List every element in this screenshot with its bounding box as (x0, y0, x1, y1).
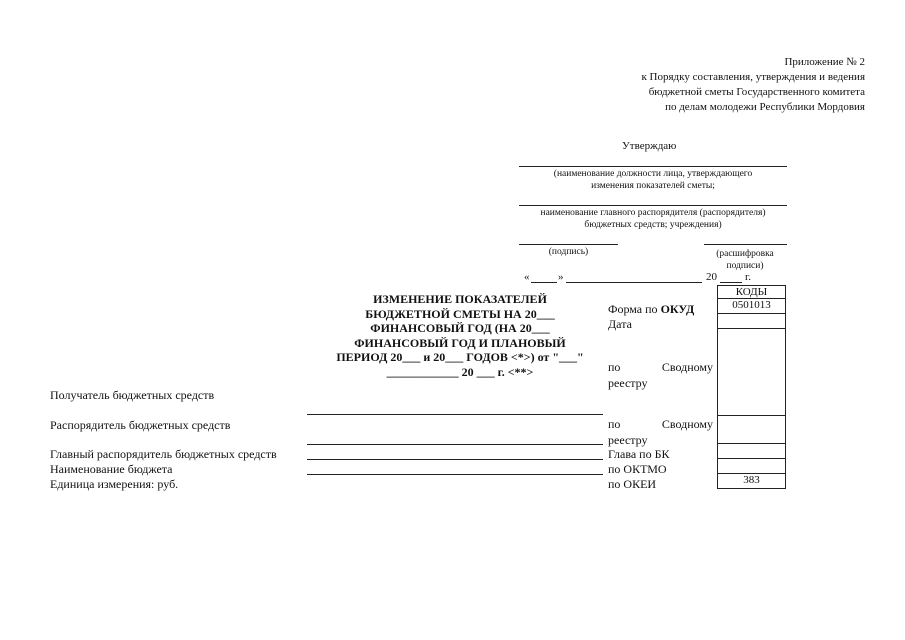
date-year-prefix: 20 (706, 271, 717, 283)
date-open-quote: « (524, 271, 530, 283)
budget-name-line[interactable] (307, 474, 603, 475)
okei-label: по ОКЕИ (608, 477, 657, 491)
decoding-line[interactable] (704, 244, 787, 245)
oktmo-code-cell[interactable] (717, 459, 786, 474)
registry-label-2: по Сводному реестру (608, 417, 713, 447)
date-code-cell[interactable] (717, 314, 786, 329)
appendix-line-3: бюджетной сметы Государственного комитета (648, 86, 865, 98)
manager-label: Распорядитель бюджетных средств (50, 418, 231, 432)
document-title: ИЗМЕНЕНИЕ ПОКАЗАТЕЛЕЙ БЮДЖЕТНОЙ СМЕТЫ НА 20___ ФИНАНСОВЫЙ ГОД (НА 20___ ФИНАНСОВЫЙ ГОД И ПЛАНОВЫЙ ПЕРИОД 20___ и 20___ ГОДОВ <*>) от "___" ____________ 20 ___ г. <**> (336, 292, 584, 379)
signature-caption: (подпись) (548, 247, 589, 257)
okud-label: Форма по ОКУД (608, 302, 695, 316)
recipient-line[interactable] (307, 414, 603, 415)
appendix-number: Приложение № 2 (784, 56, 865, 68)
codes-table (717, 285, 786, 489)
okei-code-cell: 383 (717, 474, 786, 489)
date-day-line[interactable] (531, 282, 557, 283)
date-year-suffix: г. (745, 271, 752, 283)
registry-label-1: по Сводному реестру (608, 360, 713, 390)
manager-caption: наименование главного распорядителя (распорядителя) бюджетных средств; учреждения) (540, 208, 766, 230)
okud-code-cell[interactable]: 0501013 (717, 299, 786, 314)
appendix-header (565, 55, 865, 115)
position-caption: (наименование должности лица, утверждающего изменения показателей сметы; (553, 169, 753, 191)
registry-code-cell-1[interactable] (717, 329, 786, 416)
unit-label: Единица измерения: руб. (50, 477, 179, 491)
manager-field-line[interactable] (307, 444, 603, 445)
date-year-line[interactable] (720, 282, 742, 283)
date-close-quote: » (558, 271, 564, 283)
recipient-label: Получатель бюджетных средств (50, 388, 215, 402)
oktmo-label: по ОКТМО (608, 462, 667, 476)
decoding-caption: (расшифровка подписи) (716, 249, 774, 271)
date-month-line[interactable] (566, 282, 702, 283)
appendix-line-4: по делам молодежи Республики Мордовия (665, 101, 865, 113)
registry-code-cell-2[interactable] (717, 416, 786, 444)
bk-code-cell[interactable] (717, 444, 786, 459)
main-manager-line[interactable] (307, 459, 603, 460)
approval-heading: Утверждаю (622, 140, 677, 152)
main-manager-label: Главный распорядитель бюджетных средств (50, 447, 277, 461)
codes-header: КОДЫ (717, 285, 786, 299)
bk-label: Глава по БК (608, 447, 670, 461)
appendix-line-2: к Порядку составления, утверждения и ведения (641, 71, 865, 83)
signature-line[interactable] (519, 244, 618, 245)
budget-name-label: Наименование бюджета (50, 462, 173, 476)
date-label: Дата (608, 317, 632, 331)
position-line[interactable] (519, 166, 787, 167)
manager-line[interactable] (519, 205, 787, 206)
